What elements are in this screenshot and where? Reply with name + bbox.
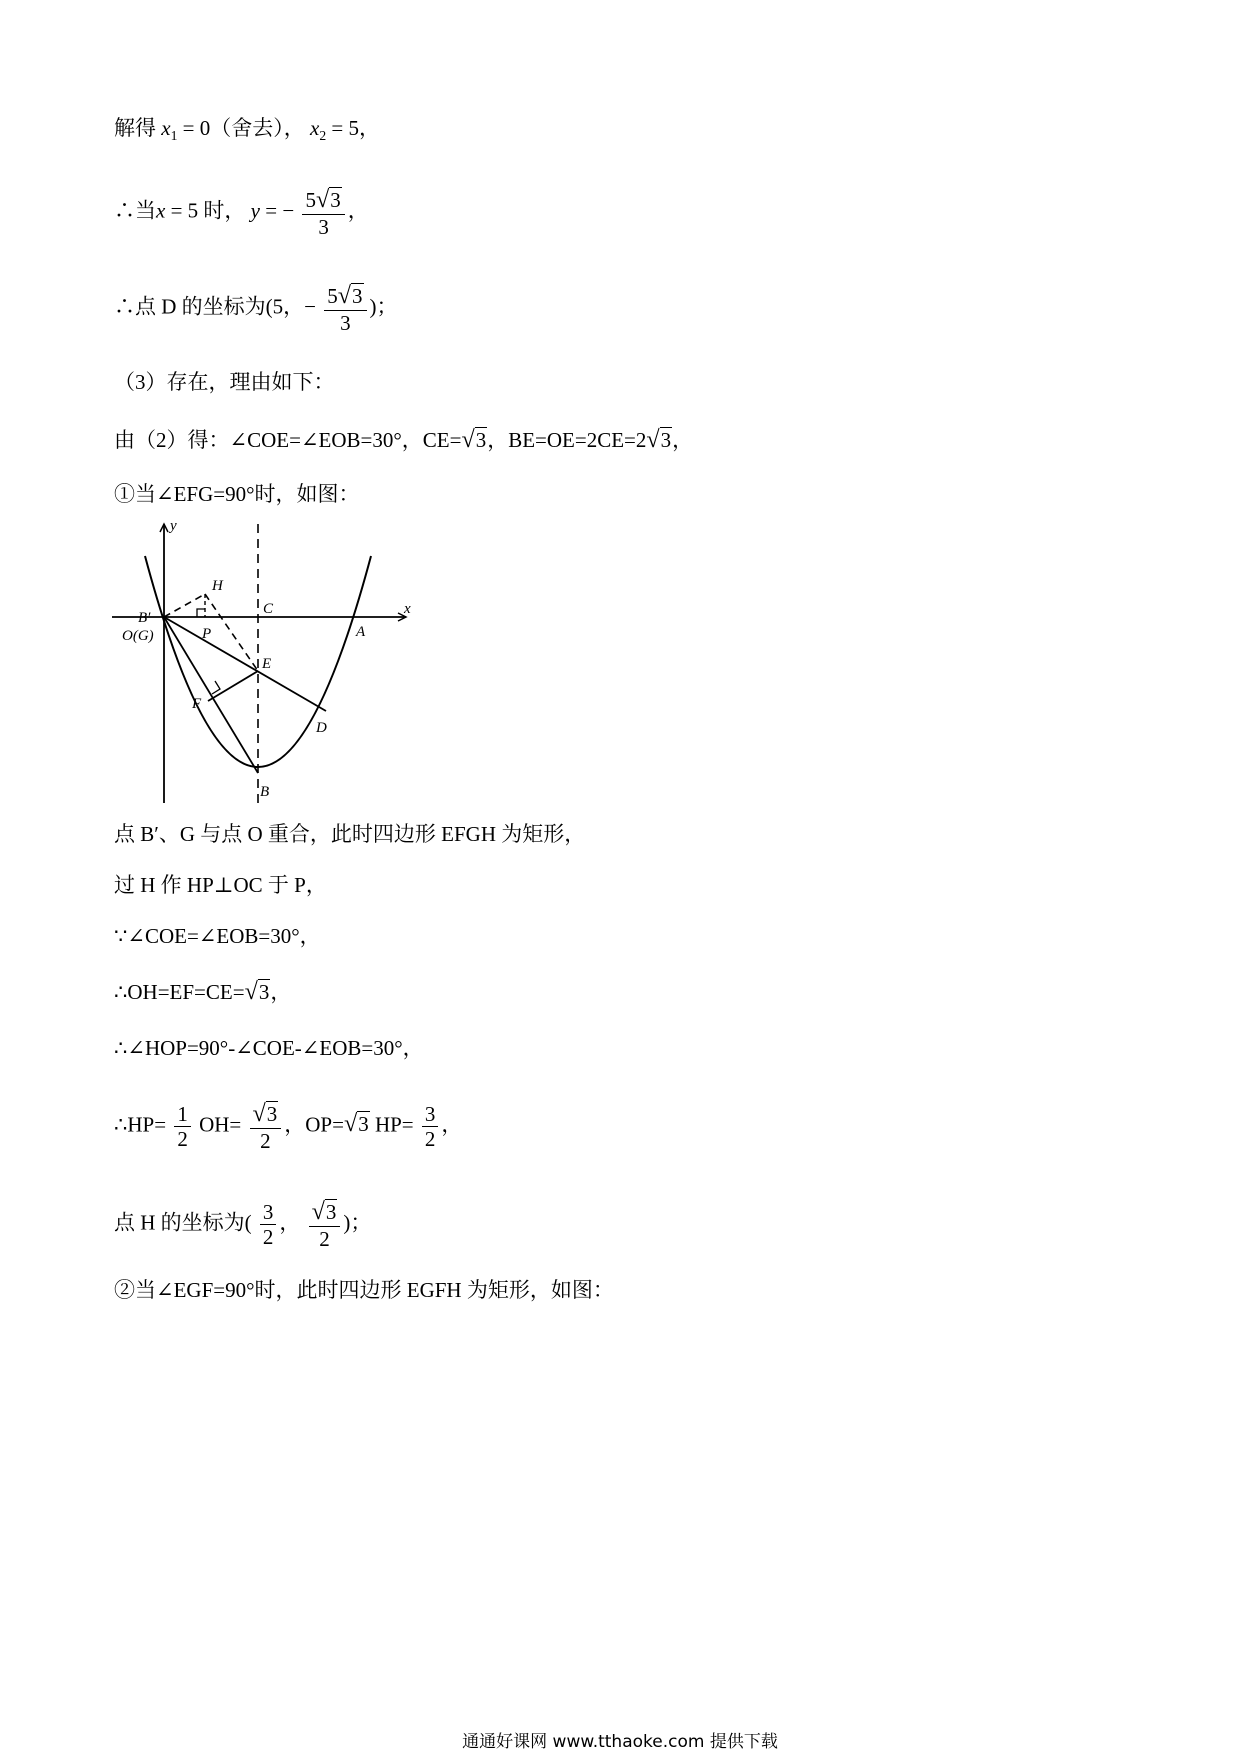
text: ②当∠EGF=90°时，此时四边形 EGFH 为矩形，如图： <box>114 1278 614 1302</box>
sqrt: √3 <box>343 1110 369 1138</box>
text: = 5 时， <box>165 198 246 223</box>
radicand: 3 <box>352 284 363 308</box>
label-P: P <box>202 626 212 642</box>
label-F: F <box>192 696 202 712</box>
fraction <box>250 1100 282 1153</box>
segment-OH <box>164 594 205 617</box>
var-y: y <box>250 198 260 223</box>
radicand: 3 <box>358 1112 369 1137</box>
text: 点 H 的坐标为( <box>114 1210 252 1235</box>
text: )； <box>369 294 398 319</box>
var-x2: x <box>310 116 320 140</box>
text: 由（2）得：∠COE=∠EOB=30°，CE= <box>114 428 462 452</box>
text: HP= <box>369 1112 414 1137</box>
text: ， <box>270 980 292 1004</box>
fraction <box>174 1102 191 1151</box>
text: ∴当 <box>114 198 156 223</box>
denominator: 2 <box>319 1226 330 1251</box>
solution-line-9 <box>114 926 321 947</box>
text: ， <box>347 198 369 223</box>
fraction <box>309 1198 341 1251</box>
solution-line-8 <box>114 875 327 896</box>
numerator: 5 <box>327 284 338 308</box>
solution-line-13 <box>114 1198 371 1251</box>
radicand: 3 <box>325 1200 337 1224</box>
text: ∴∠HOP=90°-∠COE-∠EOB=30°， <box>114 1036 424 1060</box>
text: ， <box>672 428 694 452</box>
radicand: 3 <box>258 980 270 1004</box>
label-H: H <box>212 578 223 594</box>
denominator: 2 <box>177 1126 188 1151</box>
segment-HE <box>205 594 258 671</box>
var-x: x <box>156 198 166 223</box>
denominator: 3 <box>340 310 351 335</box>
label-x: x <box>404 601 411 617</box>
numerator: 1 <box>174 1102 191 1127</box>
label-D: D <box>316 720 327 736</box>
radicand: 3 <box>660 428 672 452</box>
segment-OD <box>164 617 326 711</box>
text: ①当∠EFG=90°时，如图： <box>114 482 360 506</box>
sqrt: √3 <box>646 426 672 453</box>
sqrt: √3 <box>311 1198 337 1225</box>
text: ∴OH=EF=CE= <box>114 980 245 1004</box>
text: = 5， <box>326 116 380 140</box>
text: 过 H 作 HP⊥OC 于 P， <box>114 873 327 897</box>
text: ， <box>441 1112 463 1137</box>
denominator: 2 <box>260 1128 271 1153</box>
text: ∴HP= <box>114 1112 167 1137</box>
solution-line-5 <box>114 428 693 452</box>
text: OH= <box>193 1112 242 1137</box>
denominator: 2 <box>262 1224 274 1249</box>
fraction <box>260 1200 277 1249</box>
text: 解得 <box>114 116 156 140</box>
solution-line-4 <box>114 372 335 393</box>
sqrt: √3 <box>315 186 341 213</box>
text: ， <box>279 1210 301 1235</box>
solution-line-3 <box>114 282 398 335</box>
numerator: 3 <box>260 1200 277 1225</box>
solution-line-10 <box>114 980 291 1004</box>
sqrt: √3 <box>337 282 363 309</box>
radicand: 3 <box>330 188 341 212</box>
text: ，BE=OE=2CE=2 <box>487 428 647 452</box>
fraction <box>422 1102 439 1151</box>
right-angle-F <box>212 681 220 694</box>
text: ，OP= <box>284 1112 344 1137</box>
segment-EF <box>208 671 258 701</box>
denominator: 2 <box>424 1126 436 1151</box>
right-angle-P <box>197 609 205 617</box>
sqrt: √3 <box>252 1100 278 1127</box>
text: ∵∠COE=∠EOB=30°， <box>114 924 321 948</box>
numerator: 3 <box>422 1102 439 1127</box>
subscript: 2 <box>319 127 327 143</box>
radicand: 3 <box>266 1102 278 1126</box>
parabola-figure <box>108 518 418 808</box>
var-x1: x <box>161 116 171 140</box>
subscript: 1 <box>170 127 178 143</box>
text: 点 B′、G 与点 O 重合，此时四边形 EFGH 为矩形， <box>114 822 586 846</box>
label-B: B <box>260 784 270 800</box>
fraction <box>302 186 344 239</box>
text: = − <box>260 198 295 223</box>
radicand: 3 <box>475 428 487 452</box>
denominator: 3 <box>318 214 329 239</box>
sqrt: √3 <box>461 426 487 453</box>
solution-line-1 <box>114 118 380 142</box>
solution-line-12 <box>114 1100 462 1153</box>
fraction <box>324 282 366 335</box>
label-A: A <box>356 624 366 640</box>
label-C: C <box>263 601 274 617</box>
numerator: 5 <box>305 188 316 212</box>
solution-line-2 <box>114 186 369 239</box>
label-B-prime: B′ <box>138 610 151 626</box>
page-footer: 通通好课网 www.tthaoke.com 提供下载 <box>462 1732 778 1752</box>
solution-line-14 <box>114 1280 614 1301</box>
sqrt: √3 <box>244 978 270 1005</box>
label-y: y <box>170 518 177 534</box>
solution-line-7 <box>114 824 585 845</box>
label-E: E <box>262 656 272 672</box>
solution-line-6 <box>114 484 360 505</box>
solution-line-11 <box>114 1038 424 1059</box>
label-O-G: O(G) <box>122 628 154 644</box>
text: ∴点 D 的坐标为(5，− <box>114 294 317 319</box>
text: = 0（舍去）， <box>177 116 305 140</box>
text: )； <box>343 1210 372 1235</box>
text: （3）存在，理由如下： <box>114 370 335 394</box>
